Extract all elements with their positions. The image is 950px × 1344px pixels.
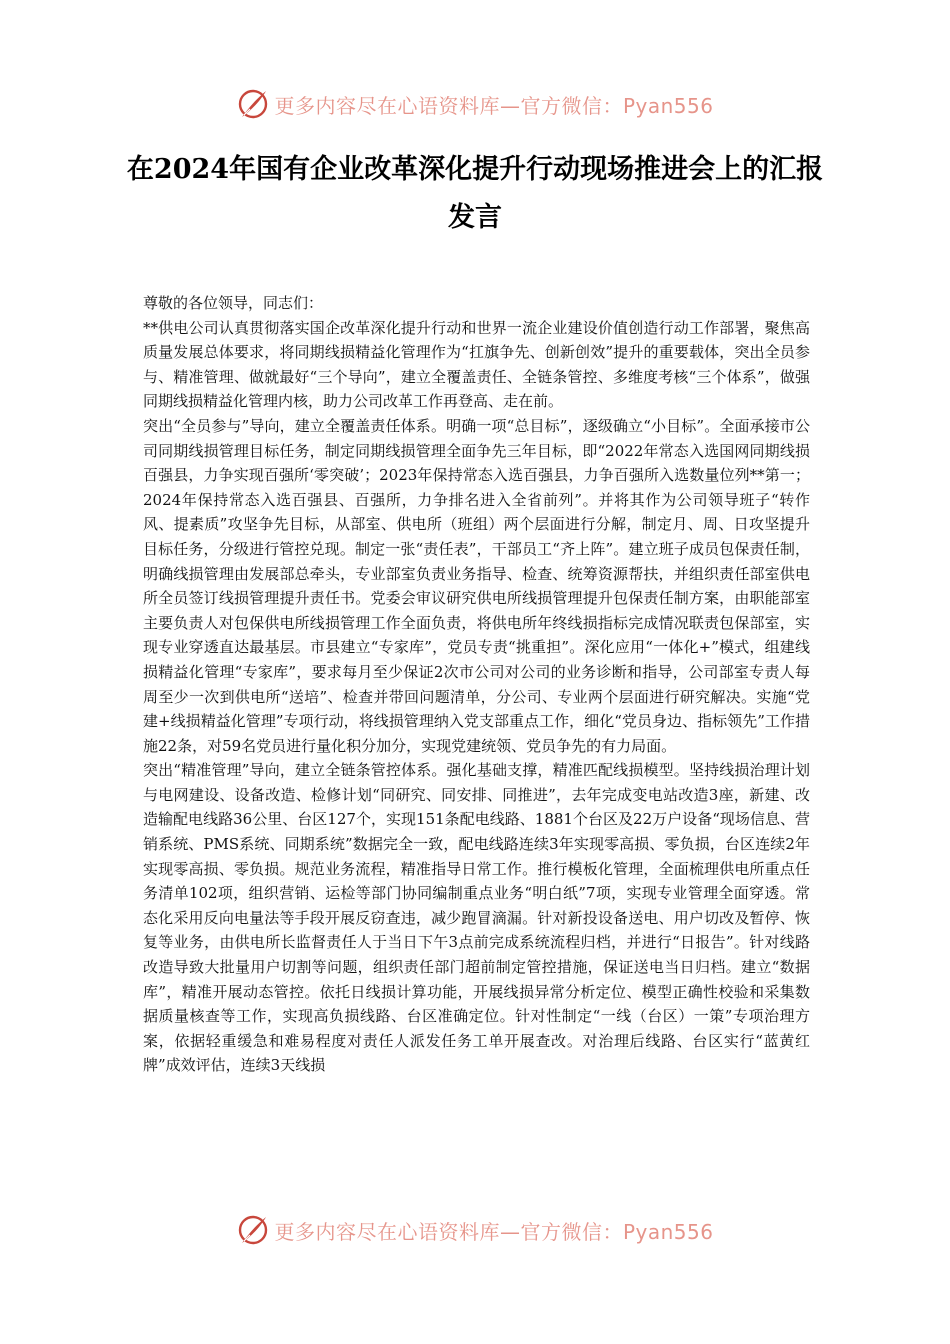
document-body xyxy=(143,291,810,1078)
body-paragraph: 突出“精准管理”导向，建立全链条管控体系。强化基础支撑，精准匹配线损模型。坚持线损治理计划与电网建设、设备改造、检修计划“同研究、同安排、同推进”，去年完成变电站改造3座，新建、改造输配电线路36公里、台区127个，实现151条配电线路、1881个台区及22万户设备“现场信息、营销系统、PMS系统、同期系统”数据完全一致，配电线路连续3年实现零高损、零负损，台区连续2年实现零高损、零负损。规范业务流程，精准指导日常工作。推行模板化管理，全面梳理供电所重点任务清单102项，组织营销、运检等部门协同编制重点业务“明白纸”7项，实现专业管理全面穿透。常态化采用反向电量法等手段开展反窃查违，减少跑冒滴漏。针对新投设备送电、用户切改及暂停、恢复等业务，由供电所长监督责任人于当日下午3点前完成系统流程归档，并进行“日报告”。针对线路改造导致大批量用户切割等问题，组织责任部门超前制定管控措施，保证送电当日归档。建立“数据库”，精准开展动态管控。依托日线损计算功能，开展线损异常分析定位、模型正确性校验和采集数据质量核查等工作，实现高负损线路、台区准确定位。针对性制定“一线（台区）一策”专项治理方案，依据轻重缓急和难易程度对责任人派发任务工单开展查改。对治理后线路、台区实行“蓝黄红牌”成效评估，连续3天线损 xyxy=(143,761,810,1075)
greeting: 尊敬的各位领导，同志们： xyxy=(143,294,324,312)
header-watermark-text: 更多内容尽在心语资料库—官方微信：Pyan556 xyxy=(274,93,714,118)
feather-pen-logo-icon xyxy=(236,87,270,121)
feather-pen-logo-icon xyxy=(236,1213,270,1247)
body-paragraph: **供电公司认真贯彻落实国企改革深化提升行动和世界一流企业建设价值创造行动工作部署，聚焦高质量发展总体要求，将同期线损精益化管理作为“扛旗争先、创新创效”提升的重要载体，突出全员参与、精准管理、做就最好“三个导向”，建立全覆盖责任、全链条管控、多维度考核“三个体系”，做强同期线损精益化管理内核，助力公司改革工作再登高、走在前。 xyxy=(143,318,810,411)
header-watermark-banner xyxy=(0,86,950,122)
footer-watermark-text: 更多内容尽在心语资料库—官方微信：Pyan556 xyxy=(274,1219,714,1244)
footer-watermark-banner xyxy=(0,1212,950,1248)
body-paragraph: 突出“全员参与”导向，建立全覆盖责任体系。明确一项“总目标”，逐级确立“小目标”。全面承接市公司同期线损管理目标任务，制定同期线损管理全面争先三年目标，即“2022年常态入选国网同期线损百强县，力争实现百强所‘零突破’；2023年保持常态入选百强县，力争百强所入选数量位列**第一；2024年保持常态入选百强县、百强所，力争排名进入全省前列”。并将其作为公司领导班子“转作风、提素质”攻坚争先目标，从部室、供电所（班组）两个层面进行分解，制定月、周、日攻坚提升目标任务，分级进行管控兑现。制定一张“责任表”，干部员工“齐上阵”。建立班子成员包保责任制，明确线损管理由发展部总牵头，专业部室负责业务指导、检查、统筹资源帮扶，并组织责任部室供电所全员签订线损管理提升责任书。党委会审议研究供电所线损管理提升包保责任制方案，由职能部室主要负责人对包保供电所线损管理工作全面负责，将供电所年终线损指标完成情况联责包保部室，实现专业穿透直达最基层。市县建立“专家库”，党员专责“挑重担”。深化应用“一体化+”模式，组建线损精益化管理“专家库”，要求每月至少保证2次市公司对公司的业务诊断和指导，公司部室专责人每周至少一次到供电所“送培”、检查并带回问题清单，分公司、专业两个层面进行研究解决。实施“党建+线损精益化管理”专项行动，将线损管理纳入党支部重点工作，细化“党员身边、指标领先”工作措施22条，对59名党员进行量化积分加分，实现党建统领、党员争先的有力局面。 xyxy=(143,416,810,755)
document-title: 在2024年国有企业改革深化提升行动现场推进会上的汇报发言 xyxy=(126,154,824,233)
